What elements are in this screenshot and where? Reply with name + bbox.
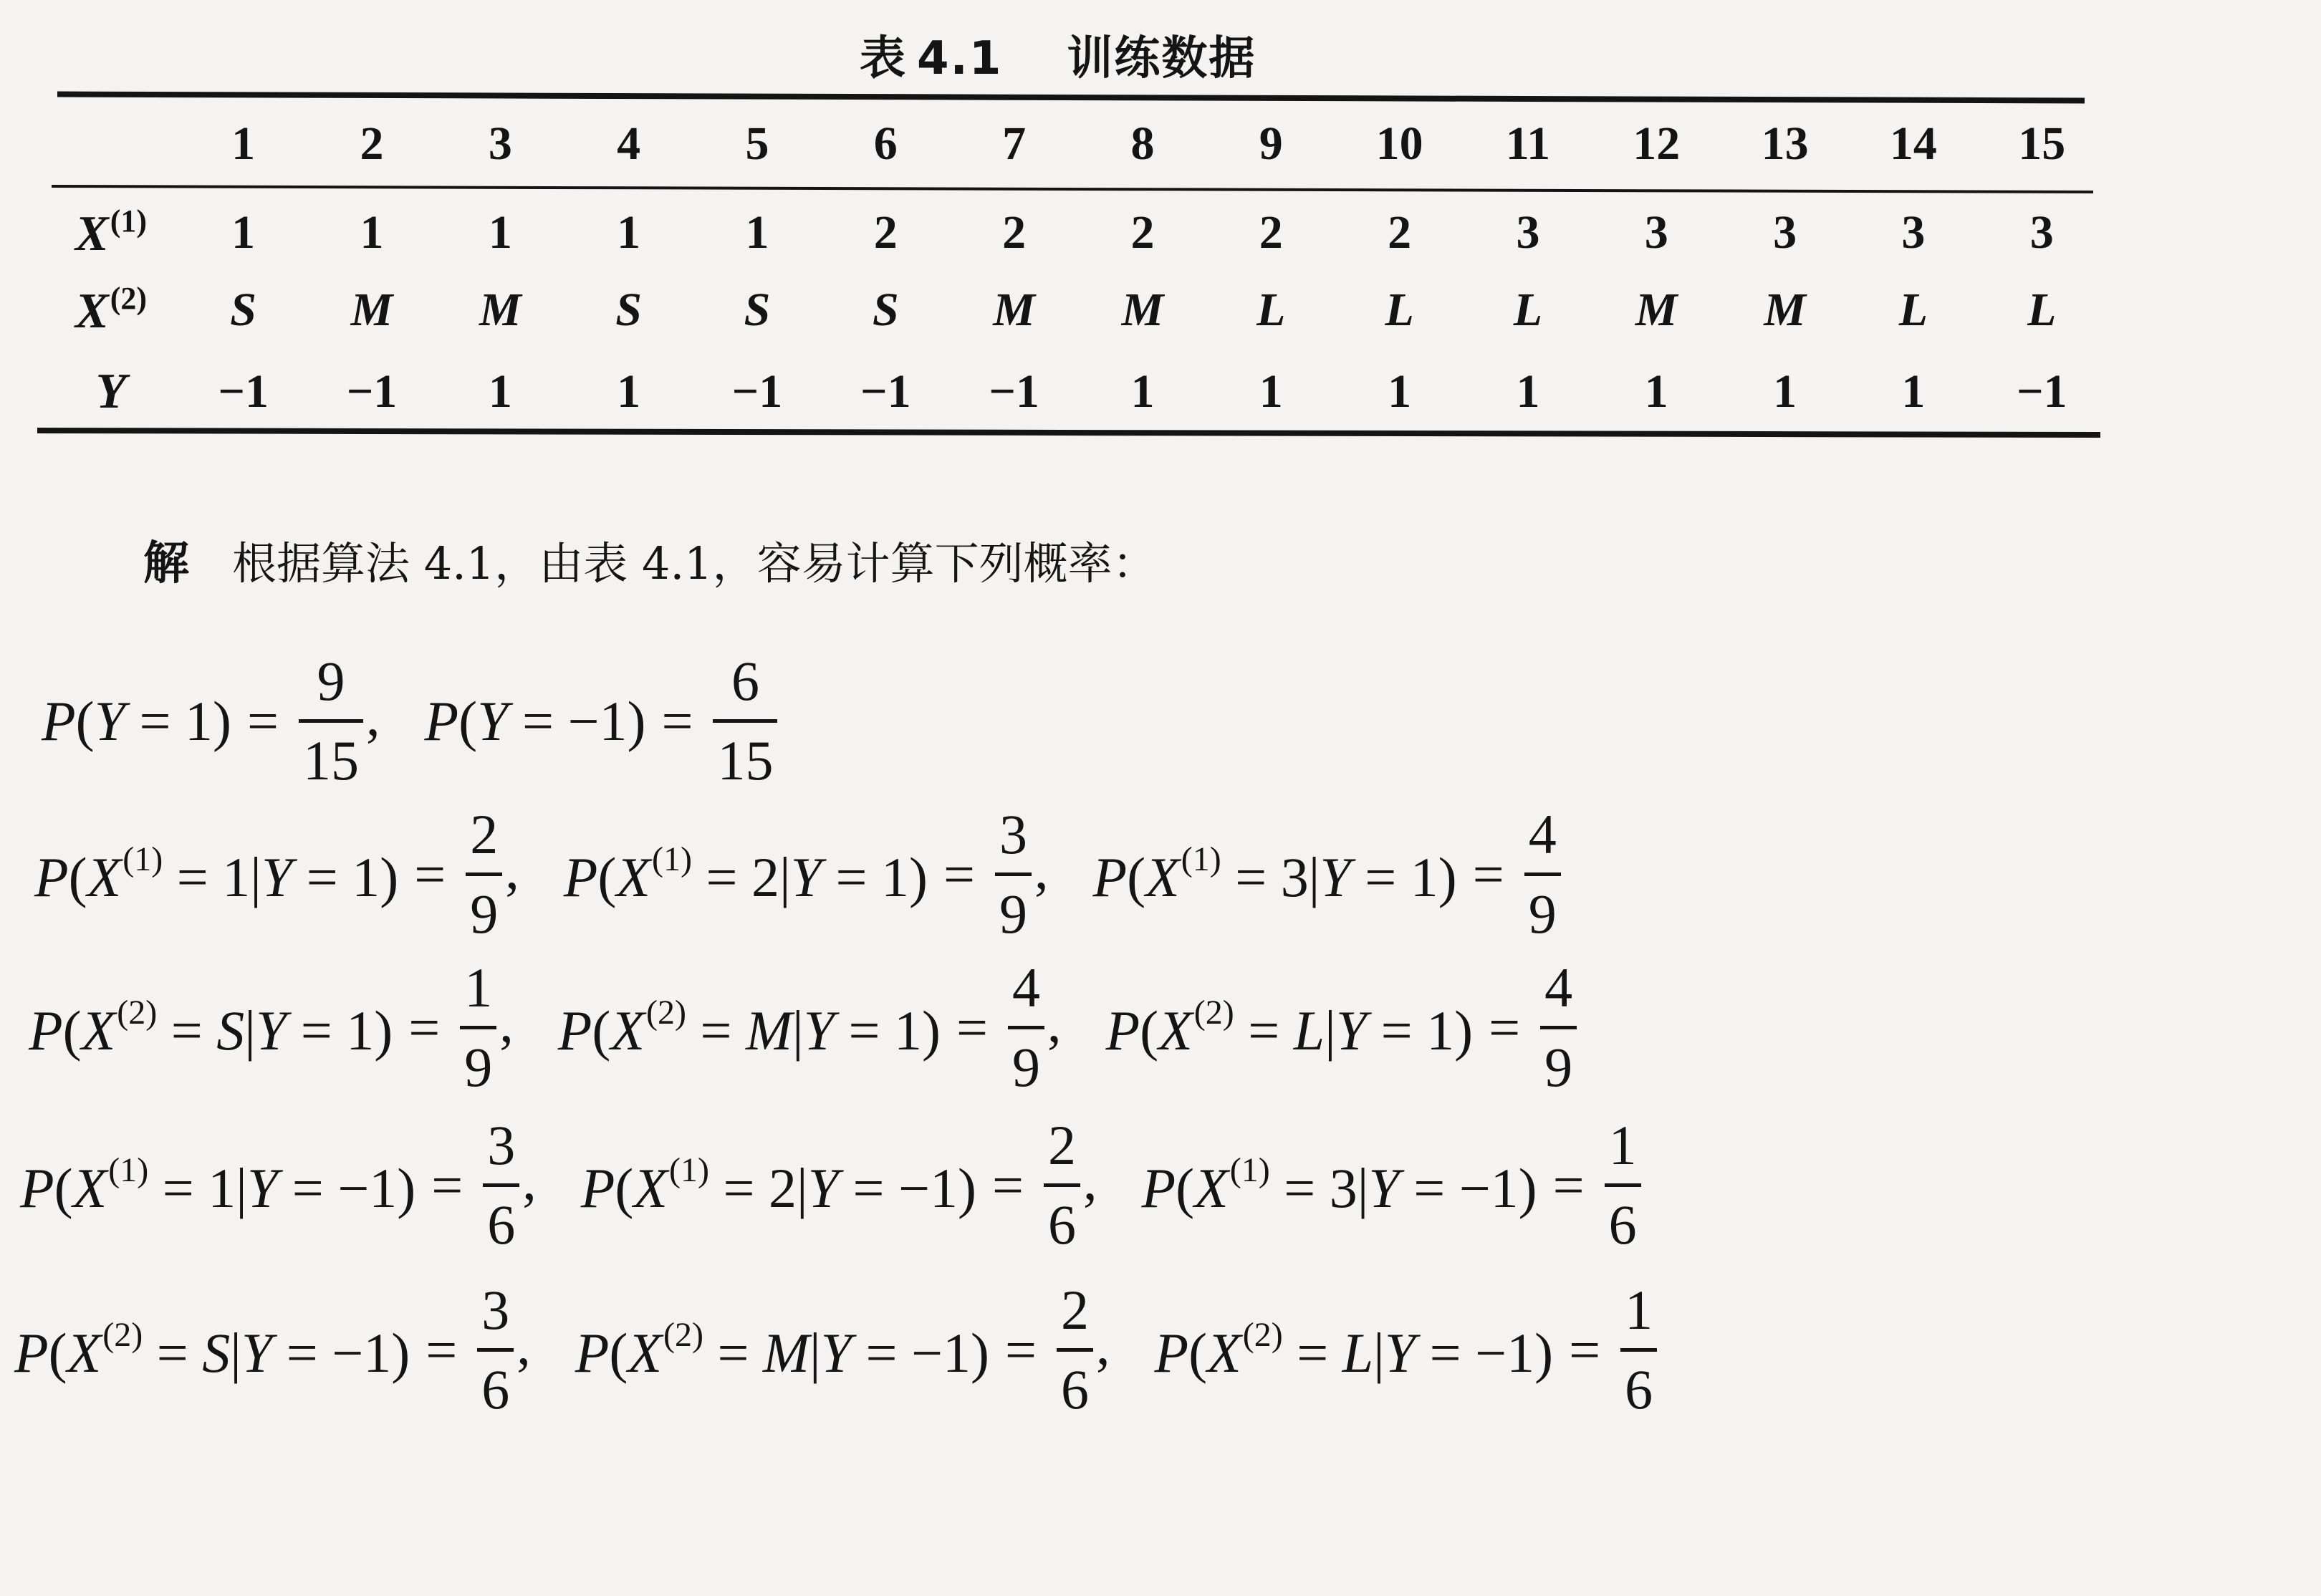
fraction-numerator: 3 — [481, 1279, 510, 1341]
table-cell: −1 — [731, 365, 783, 418]
expression-part: P — [1141, 1156, 1176, 1219]
fraction — [1524, 803, 1561, 945]
table-row — [43, 351, 2106, 433]
expression-part: = 1) — [835, 999, 941, 1062]
equals-sign: = — [991, 1153, 1024, 1216]
table-cell: −1 — [2016, 365, 2067, 418]
expression-part: (1) — [108, 1150, 149, 1189]
table-cell: M — [1121, 284, 1164, 336]
expression-part: Y — [477, 689, 509, 752]
expression-part: P — [14, 1321, 49, 1384]
expression-part: Y — [255, 999, 287, 1062]
table-cell: −1 — [860, 365, 911, 418]
expression-part: (2) — [117, 993, 158, 1032]
row-label — [43, 188, 179, 269]
probability-term — [14, 1279, 531, 1420]
expression-part: (2) — [102, 1315, 143, 1354]
row-label-symbol: Y — [95, 364, 127, 419]
probability-expression — [558, 993, 941, 1063]
comma-separator: , — [505, 838, 519, 900]
fraction — [713, 650, 777, 792]
table-cell: 2 — [1259, 206, 1283, 259]
training-data-table — [43, 100, 2106, 433]
table-cell: 3 — [1773, 206, 1797, 259]
expression-part: P — [575, 1321, 610, 1384]
equals-sign: = — [956, 996, 988, 1059]
expression-part: Y — [246, 1156, 279, 1219]
fraction-denominator: 9 — [470, 883, 499, 945]
expression-part: = 1) — [1367, 999, 1474, 1062]
expression-part: P — [424, 689, 459, 752]
table-cell: 3 — [1901, 206, 1926, 259]
table-cell: M — [1635, 284, 1678, 336]
table-cell: M — [1764, 284, 1806, 336]
fraction-denominator: 9 — [1011, 1036, 1040, 1098]
expression-part: = — [1282, 1321, 1342, 1384]
expression-part: = 1| — [163, 845, 261, 908]
comma-separator: , — [1095, 1314, 1110, 1376]
fraction — [1540, 956, 1577, 1098]
fraction-numerator: 1 — [1608, 1114, 1637, 1176]
comma-separator: , — [499, 991, 514, 1054]
expression-part: | — [792, 999, 804, 1062]
table-cell: 3 — [1516, 206, 1540, 259]
fraction-denominator: 9 — [1528, 883, 1557, 945]
table-cell: 2 — [1002, 206, 1027, 259]
expression-part: = 3| — [1221, 845, 1320, 908]
table-cell: 1 — [617, 365, 641, 418]
expression-part: X — [87, 845, 122, 908]
expression-part: ( — [458, 689, 478, 752]
expression-part: X — [67, 1321, 102, 1384]
expression-part: (1) — [122, 840, 163, 878]
expression-part: = — [1234, 999, 1294, 1062]
expression-part: Y — [790, 845, 822, 908]
table-cell: 1 — [1644, 365, 1668, 418]
probability-term — [424, 650, 778, 792]
expression-part: = 1) — [125, 689, 231, 752]
expression-part: (2) — [646, 993, 687, 1032]
table-cell: 1 — [1259, 365, 1283, 418]
expression-part: P — [1154, 1321, 1189, 1384]
column-header: 11 — [1505, 117, 1551, 170]
equals-sign: = — [661, 689, 693, 752]
fraction — [483, 1114, 519, 1256]
row-label-superscript: (1) — [110, 203, 147, 239]
expression-part: ( — [609, 1321, 628, 1384]
fraction-denominator: 6 — [481, 1358, 510, 1420]
expression-part: ( — [54, 1156, 73, 1219]
expression-part: ( — [68, 845, 87, 908]
table-cell: L — [1898, 284, 1928, 336]
solution-heading: 解 — [143, 537, 189, 590]
equals-sign: = — [1489, 996, 1521, 1059]
expression-part: ( — [48, 1321, 67, 1384]
expression-part: (1) — [669, 1150, 709, 1189]
comma-separator: , — [1047, 991, 1062, 1054]
expression-part: = — [686, 999, 746, 1062]
expression-part: ( — [615, 1156, 634, 1219]
probability-term — [557, 956, 1062, 1098]
equation-line — [14, 1279, 1657, 1420]
row-label — [43, 351, 179, 433]
probability-expression — [1154, 1315, 1553, 1385]
fraction-denominator: 15 — [303, 729, 359, 792]
table-cell: S — [230, 284, 257, 336]
expression-part: = 1| — [148, 1156, 247, 1219]
probability-expression — [29, 993, 393, 1063]
fraction-numerator: 4 — [1528, 803, 1557, 865]
table-cell: 2 — [1388, 206, 1412, 259]
table-row — [43, 188, 2106, 269]
expression-part: | — [230, 1321, 241, 1384]
expression-part: P — [20, 1156, 54, 1219]
comma-separator: , — [1082, 1149, 1097, 1211]
expression-part: X — [1207, 1321, 1241, 1384]
comma-separator: , — [366, 685, 380, 747]
expression-part: X — [1158, 999, 1193, 1062]
header-corner-cell — [43, 100, 179, 188]
expression-part: X — [628, 1321, 663, 1384]
equals-sign: = — [1569, 1318, 1601, 1381]
table-cell: 3 — [2029, 206, 2054, 259]
expression-part: (2) — [1193, 993, 1234, 1032]
table-cell: L — [1513, 284, 1543, 336]
fraction-denominator: 6 — [1625, 1358, 1653, 1420]
table-cell: 1 — [488, 365, 512, 418]
expression-part: = −1) — [272, 1321, 410, 1384]
probability-expression — [1105, 993, 1473, 1063]
table-cell: 1 — [1388, 365, 1412, 418]
expression-part: P — [29, 999, 63, 1062]
expression-part: L — [1293, 999, 1325, 1062]
fraction — [1057, 1279, 1093, 1420]
table-cell: L — [1256, 284, 1286, 336]
expression-part: = 1) — [1350, 845, 1457, 908]
table-cell: 1 — [1516, 365, 1540, 418]
expression-part: M — [746, 999, 792, 1062]
expression-part: = 2| — [708, 1156, 808, 1219]
expression-part: Y — [241, 1321, 273, 1384]
expression-part: = 3| — [1269, 1156, 1369, 1219]
probability-term — [42, 650, 380, 792]
column-header: 1 — [231, 117, 256, 170]
expression-part: P — [1105, 999, 1140, 1062]
probability-expression — [575, 1315, 989, 1385]
equals-sign: = — [426, 1318, 458, 1381]
expression-part: = −1) — [852, 1321, 989, 1384]
fraction-numerator: 4 — [1011, 956, 1040, 1019]
expression-part: = 1) — [822, 845, 928, 908]
comma-separator: , — [516, 1314, 531, 1376]
probability-term — [1141, 1114, 1640, 1256]
table-cell: 1 — [1901, 365, 1926, 418]
expression-part: (1) — [1229, 1150, 1270, 1189]
equals-sign: = — [1472, 842, 1504, 905]
table-body — [43, 188, 2106, 433]
expression-part: X — [72, 1156, 107, 1219]
comma-separator: , — [522, 1149, 537, 1211]
fraction-denominator: 9 — [1544, 1036, 1573, 1098]
table-cell: L — [2027, 284, 2057, 336]
fraction-numerator: 2 — [1047, 1114, 1076, 1176]
fraction — [1044, 1114, 1080, 1256]
fraction-numerator: 3 — [487, 1114, 516, 1176]
table-cell: −1 — [218, 365, 269, 418]
table-row — [43, 269, 2106, 351]
table-cell: 1 — [360, 206, 384, 259]
probability-term — [580, 1114, 1097, 1256]
expression-part: | — [809, 1321, 821, 1384]
expression-part: = −1) — [1416, 1321, 1554, 1384]
expression-part: ( — [1188, 1321, 1208, 1384]
table-cell: M — [350, 284, 393, 336]
fraction-denominator: 6 — [487, 1193, 516, 1256]
probability-term — [563, 803, 1049, 945]
probability-expression — [42, 689, 231, 754]
expression-part: | — [244, 999, 256, 1062]
fraction-denominator: 6 — [1608, 1193, 1637, 1256]
column-header: 9 — [1259, 117, 1283, 170]
expression-part: X — [1145, 845, 1180, 908]
expression-part: ( — [75, 689, 95, 752]
expression-part: Y — [803, 999, 835, 1062]
fraction — [1605, 1114, 1641, 1256]
probability-expression — [564, 840, 928, 910]
expression-part: Y — [820, 1321, 852, 1384]
fraction-numerator: 1 — [1625, 1279, 1653, 1341]
fraction-numerator: 1 — [464, 956, 493, 1019]
column-header: 13 — [1761, 117, 1809, 170]
column-header: 15 — [2018, 117, 2066, 170]
fraction-numerator: 2 — [470, 803, 499, 865]
fraction-denominator: 6 — [1060, 1358, 1089, 1420]
table-header-row — [43, 100, 2106, 188]
caption-number: 4.1 — [917, 32, 1003, 85]
expression-part: = −1) — [508, 689, 646, 752]
probability-expression — [581, 1150, 976, 1221]
expression-part: X — [1194, 1156, 1229, 1219]
expression-part: = 1) — [287, 999, 393, 1062]
fraction-denominator: 9 — [464, 1036, 493, 1098]
equation-line — [29, 956, 1577, 1098]
equation-line — [42, 650, 777, 792]
column-header: 3 — [488, 117, 512, 170]
expression-part: M — [763, 1321, 809, 1384]
probability-term — [1105, 956, 1577, 1098]
row-label — [43, 269, 179, 351]
expression-part: X — [610, 999, 645, 1062]
probability-term — [1154, 1279, 1657, 1420]
table-cell: 1 — [1773, 365, 1797, 418]
expression-part: Y — [261, 845, 293, 908]
column-header: 7 — [1002, 117, 1027, 170]
probability-term — [20, 1114, 537, 1256]
probability-term — [34, 803, 519, 945]
table-cell: −1 — [346, 365, 398, 418]
table-cell: M — [479, 284, 522, 336]
expression-part: = — [143, 1321, 203, 1384]
equation-line — [34, 803, 1561, 945]
table-cell: 1 — [1130, 365, 1155, 418]
expression-part: ( — [1140, 999, 1159, 1062]
table-cell: 1 — [231, 206, 256, 259]
probability-term — [575, 1279, 1110, 1420]
table-cell: M — [993, 284, 1035, 336]
equals-sign: = — [414, 842, 446, 905]
fraction — [995, 803, 1032, 945]
expression-part: = −1) — [1399, 1156, 1537, 1219]
fraction — [466, 803, 502, 945]
caption-label: 表 — [860, 32, 907, 85]
table-cell: 3 — [1644, 206, 1668, 259]
expression-part: S — [202, 1321, 231, 1384]
expression-part: P — [34, 845, 69, 908]
column-header: 5 — [745, 117, 769, 170]
table-cell: S — [744, 284, 771, 336]
table-cell: 2 — [873, 206, 898, 259]
row-label-symbol: X — [75, 284, 109, 339]
fraction-numerator: 4 — [1544, 956, 1573, 1019]
expression-part: ( — [597, 845, 617, 908]
expression-part: Y — [1320, 845, 1351, 908]
expression-part: X — [633, 1156, 668, 1219]
column-header: 14 — [1889, 117, 1937, 170]
table-cell: 1 — [617, 206, 641, 259]
fraction-denominator: 15 — [717, 729, 774, 792]
column-header: 8 — [1130, 117, 1155, 170]
equals-sign: = — [431, 1153, 463, 1216]
fraction-numerator: 2 — [1060, 1279, 1089, 1341]
fraction-numerator: 3 — [999, 803, 1027, 865]
expression-part: L — [1342, 1321, 1374, 1384]
solution-text: 根据算法 4.1，由表 4.1，容易计算下列概率： — [232, 537, 1157, 590]
probability-expression — [14, 1315, 410, 1385]
expression-part: ( — [1176, 1156, 1195, 1219]
expression-part: S — [216, 999, 245, 1062]
table-cell: L — [1385, 284, 1414, 336]
expression-part: P — [42, 689, 76, 752]
row-label-superscript: (2) — [110, 281, 147, 316]
expression-part: | — [1373, 1321, 1385, 1384]
expression-part: = — [157, 999, 217, 1062]
column-header: 6 — [873, 117, 898, 170]
table-cell: 1 — [488, 206, 512, 259]
expression-part: = — [703, 1321, 763, 1384]
equals-sign: = — [247, 689, 279, 752]
probability-expression — [1141, 1150, 1537, 1221]
expression-part: Y — [1335, 999, 1368, 1062]
table-cell: S — [615, 284, 642, 336]
expression-part: ( — [62, 999, 82, 1062]
table-cell: 2 — [1130, 206, 1155, 259]
expression-part: Y — [1384, 1321, 1416, 1384]
column-header: 12 — [1633, 117, 1681, 170]
fraction — [1008, 956, 1044, 1098]
expression-part: Y — [1368, 1156, 1400, 1219]
table-cell: S — [872, 284, 899, 336]
probability-expression — [20, 1150, 415, 1221]
expression-part: (1) — [652, 840, 692, 878]
probability-expression — [34, 840, 398, 910]
expression-part: (1) — [1181, 840, 1221, 878]
fraction — [1620, 1279, 1657, 1420]
expression-part: X — [616, 845, 651, 908]
row-label-symbol: X — [75, 206, 109, 261]
expression-part: = −1) — [838, 1156, 976, 1219]
probability-term — [29, 956, 514, 1098]
column-header: 10 — [1375, 117, 1423, 170]
expression-part: = 2| — [692, 845, 791, 908]
column-header: 2 — [360, 117, 384, 170]
expression-part: ( — [1127, 845, 1146, 908]
probability-term — [1092, 803, 1560, 945]
expression-part: ( — [592, 999, 611, 1062]
equals-sign: = — [1552, 1153, 1585, 1216]
expression-part: Y — [94, 689, 126, 752]
expression-part: P — [563, 845, 598, 908]
fraction-numerator: 6 — [731, 650, 759, 712]
expression-part: Y — [807, 1156, 839, 1219]
fraction — [477, 1279, 514, 1420]
equals-sign: = — [408, 996, 441, 1059]
table-cell: 1 — [745, 206, 769, 259]
solution-paragraph — [143, 527, 1418, 592]
expression-part: P — [1092, 845, 1128, 908]
fraction-denominator: 6 — [1047, 1193, 1076, 1256]
expression-part: (2) — [663, 1315, 703, 1354]
probability-expression — [1092, 840, 1456, 910]
table-cell: −1 — [989, 365, 1039, 418]
expression-part: = 1) — [292, 845, 399, 908]
expression-part: = −1) — [278, 1156, 416, 1219]
fraction — [460, 956, 496, 1098]
fraction-denominator: 9 — [999, 883, 1027, 945]
expression-part: P — [557, 999, 592, 1062]
expression-part: | — [1325, 999, 1336, 1062]
table-caption — [860, 21, 1304, 87]
expression-part: X — [81, 999, 116, 1062]
fraction-numerator: 9 — [317, 650, 345, 712]
probability-expression — [425, 689, 646, 754]
fraction — [299, 650, 363, 792]
equals-sign: = — [1004, 1318, 1037, 1381]
equals-sign: = — [943, 842, 975, 905]
expression-part: P — [580, 1156, 615, 1219]
expression-part: (2) — [1242, 1315, 1283, 1354]
equation-line — [20, 1114, 1641, 1256]
column-header: 4 — [617, 117, 641, 170]
caption-title: 训练数据 — [1067, 32, 1256, 85]
comma-separator: , — [1034, 838, 1049, 900]
